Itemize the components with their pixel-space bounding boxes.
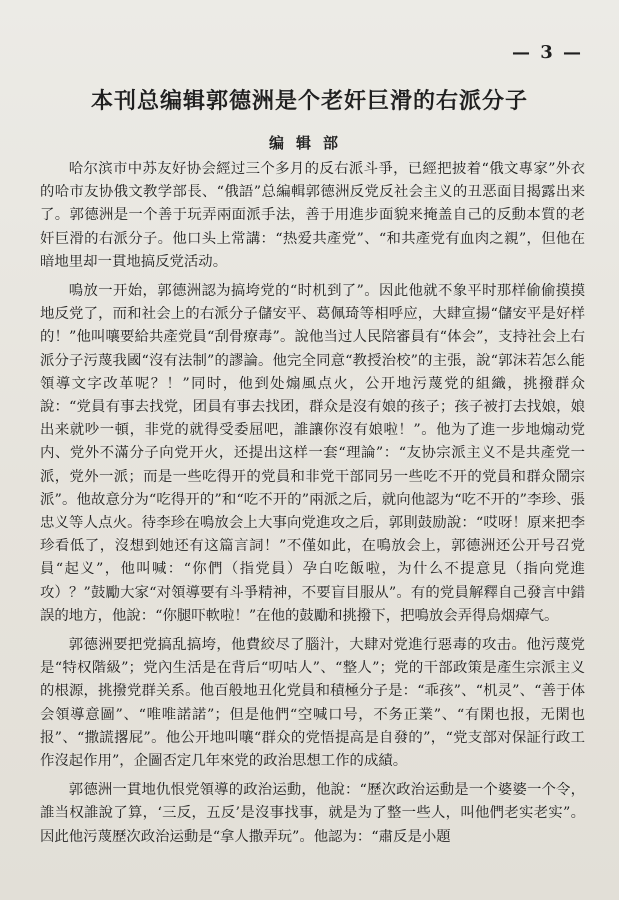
paragraph-3: 郭德洲要把党搞乱搞垮，他費絞尽了腦汁，大肆对党進行惡毒的攻击。他污蔑党是“特权階級”；党內生活是在背后“叨咕人”、“整人”；党的干部政策是產生宗派主义的根源，挑撥党群关系。他百般地丑化党員和積極分子是：“乖孩”、“机灵”、“善于体会領導意圖”、“唯唯諾諾”；但是他們“空喊口号，不务正業”、“有閑也报，无閑也报”、“撒謊撂屁”。他公开地叫嚷“群众的党悟提高是自發的”，“党支部对保証行政工作沒起作用”，企圖否定几年來党的政治思想工作的成績。 [40, 637, 585, 770]
byline: 编辑部 [268, 134, 350, 152]
paragraph-1: 哈尔滨市中苏友好协会經过三个多月的反右派斗爭，已經把披着“俄文專家”外衣的哈市友协俄文教学部長、“俄語”总編輯郭德洲反党反社会主义的丑恶面目揭露出来了。郭德洲是一个善于玩弄兩面派手法，善于用進步面貌来掩盖自己的反動本質的老奸巨滑的右派分子。他口头上常講：“热爱共產党”、“和共產党有血肉之親”，但他在暗地里却一貫地搞反党活动。 [40, 161, 585, 270]
paragraph-2: 鳴放一开始，郭德洲認为搞垮党的“时机到了”。因此他就不象平时那样偷偷摸摸地反党了，而和社会上的右派分子儲安平、葛佩琦等相呼应，大肆宣揚“儲安平是好样的！”他叫嚷要給共產党員“刮骨療毒”。說他当过人民陪審員有“体会”，支持社会上右派分子污蔑我國“沒有法制”的謬論。他完全同意“教授治校”的主張，說“郭沫若怎么能領導文字改革呢？！”同时，他到处煽風点火，公开地污蔑党的組織，挑撥群众說：“党員有事去找党，团員有事去找团，群众是沒有娘的孩子；孩子被打去找娘，娘出来就吵一頓，非党的就得受委屈吧，誰讓你沒有娘啦！”。他为了進一步地煽动党内、党外不滿分子向党开火，还提出这样一套“理論”：“友协宗派主义不是共產党一派，党外一派；而是一些吃得开的党員和非党干部同另一些吃不开的党員和群众鬧宗派”。他故意分为“吃得开的”和“吃不开的”兩派之后，就向他認为“吃不开的”李珍、張忠义等人点火。待李珍在鳴放会上大事向党進攻之后，郭則鼓励說：“哎呀！原来把李珍看低了，沒想到她还有这篇言詞！”不僅如此，在鳴放会上，郭德洲还公开号召党員“起义”，他叫喊：“你們（指党員）孕白吃飯啦，为什么不提意見（指向党進攻）？”鼓勵大家“对領導要有斗爭精神，不要盲目服从”。有的党員解釋自己發言中錯誤的地方，他說：“你腿吓軟啦！”在他的鼓勵和挑撥下，把鳴放会弄得烏烟瘴气。 [40, 283, 585, 624]
paragraph-4: 郭德洲一貫地仇恨党領導的政治运動，他說：“歷次政治运動是一个婆婆一个令，誰当权誰說了算，‘三反，五反’是沒事找事，就是为了整一些人，叫他們老实老实”。因此他污蔑歷次政治运動是“拿人撒弄玩”。他認为：“肅反是小題 [40, 782, 585, 845]
article-body [40, 158, 585, 855]
article-title: 本刊总编辑郭德洲是个老奸巨滑的右派分子 [90, 88, 528, 114]
page-number: — 3 — [511, 42, 583, 63]
